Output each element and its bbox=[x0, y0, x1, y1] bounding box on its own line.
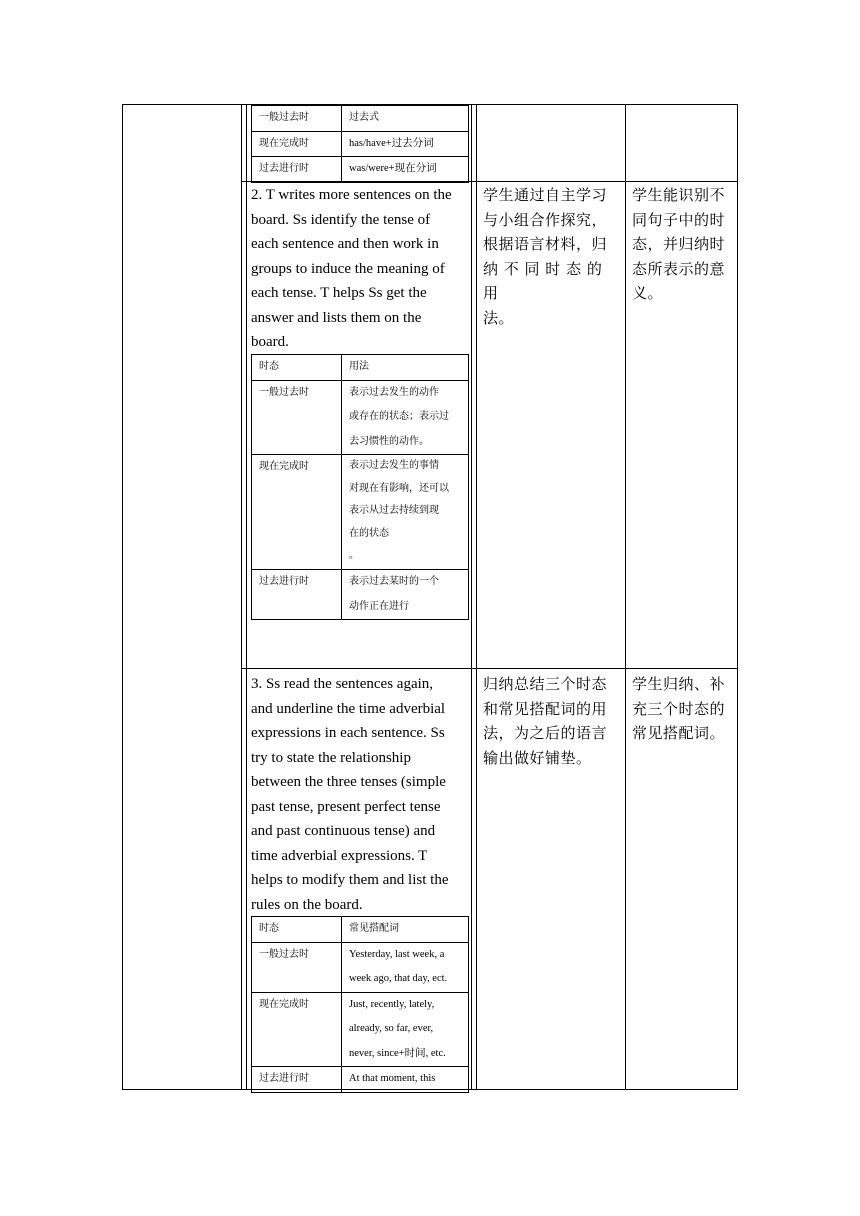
usage-cell bbox=[342, 570, 469, 620]
outcome-3-text bbox=[632, 672, 736, 746]
purpose-line: 法，为之后的语言 bbox=[483, 724, 608, 742]
activity-line: and past continuous tense) and bbox=[251, 823, 436, 839]
form-cell: has/have+过去分词 bbox=[342, 131, 469, 157]
outcome-2-text bbox=[632, 183, 736, 306]
words-cell bbox=[342, 992, 469, 1067]
activity-line: board. bbox=[251, 334, 289, 350]
activity-3-text bbox=[251, 672, 473, 917]
outcome-line: 学生归纳、补 bbox=[632, 675, 726, 693]
header-words: 常见搭配词 bbox=[342, 917, 469, 943]
tense-cell: 现在完成时 bbox=[252, 992, 342, 1067]
usage-line: 在的状态 bbox=[349, 527, 389, 539]
header-tense: 时态 bbox=[252, 917, 342, 943]
tense-cell: 过去进行时 bbox=[252, 157, 342, 183]
column-divider-2b bbox=[476, 104, 477, 1090]
column-divider-3 bbox=[625, 104, 626, 1090]
table-header-row bbox=[252, 917, 469, 943]
activity-line: past tense, present perfect tense bbox=[251, 798, 441, 815]
words-line: Yesterday, last week, a bbox=[349, 948, 445, 960]
outcome-line: 义。 bbox=[632, 284, 664, 302]
usage-line: 动作正在进行 bbox=[349, 600, 409, 612]
purpose-2-text bbox=[483, 183, 623, 330]
words-cell bbox=[342, 942, 469, 992]
activity-2-text bbox=[251, 183, 473, 355]
words-line: never, since+时间, etc. bbox=[349, 1047, 446, 1059]
activity-line: board. Ss identify the tense of bbox=[251, 211, 431, 228]
header-usage: 用法 bbox=[342, 355, 469, 381]
outcome-line: 态，并归纳时 bbox=[632, 235, 726, 253]
activity-line: answer and lists them on the bbox=[251, 309, 422, 326]
column-divider-1a bbox=[241, 104, 242, 1090]
tense-cell: 现在完成时 bbox=[252, 455, 342, 570]
tense-cell: 过去进行时 bbox=[252, 1067, 342, 1093]
usage-line: 表示过去发生的动作 bbox=[349, 386, 439, 398]
table-header-row bbox=[252, 355, 469, 381]
activity-line: 2. T writes more sentences on the bbox=[251, 187, 452, 203]
table-row bbox=[252, 106, 469, 132]
purpose-line: 纳 不 同 时 态 的 用 bbox=[483, 259, 603, 302]
activity-line: rules on the board. bbox=[251, 896, 363, 913]
usage-line: 。 bbox=[349, 550, 359, 561]
table-row bbox=[252, 455, 469, 570]
usage-line: 表示过去某时的一个 bbox=[349, 576, 439, 587]
tense-cell: 一般过去时 bbox=[252, 106, 342, 132]
purpose-line: 和常见搭配词的用 bbox=[483, 699, 608, 718]
column-divider-1b bbox=[246, 104, 247, 1090]
activity-line: groups to induce the meaning of bbox=[251, 260, 445, 277]
activity-line: expressions in each sentence. Ss bbox=[251, 725, 445, 741]
time-adverbial-table bbox=[251, 916, 469, 1093]
tense-usage-table bbox=[251, 354, 469, 620]
usage-cell bbox=[342, 380, 469, 455]
words-line: already, so far, ever, bbox=[349, 1023, 434, 1034]
tense-cell: 一般过去时 bbox=[252, 942, 342, 992]
tense-form-table bbox=[251, 105, 469, 183]
purpose-line: 法。 bbox=[483, 308, 515, 327]
table-row bbox=[252, 942, 469, 992]
purpose-line: 学生通过自主学习 bbox=[483, 186, 608, 204]
words-cell bbox=[342, 1067, 469, 1093]
activity-line: helps to modify them and list the bbox=[251, 872, 449, 888]
outcome-line: 同句子中的时 bbox=[632, 210, 726, 229]
table-row bbox=[252, 1067, 469, 1093]
activity-line: each sentence and then work in bbox=[251, 236, 439, 252]
purpose-line: 归纳总结三个时态 bbox=[483, 675, 608, 693]
usage-line: 对现在有影响，还可以 bbox=[349, 482, 449, 494]
usage-line: 或存在的状态；表示过 bbox=[349, 411, 449, 422]
header-tense: 时态 bbox=[252, 355, 342, 381]
activity-line: time adverbial expressions. T bbox=[251, 847, 428, 864]
tense-cell: 一般过去时 bbox=[252, 380, 342, 455]
usage-cell bbox=[342, 455, 469, 570]
purpose-3-text bbox=[483, 672, 623, 770]
usage-line: 表示从过去持续到现 bbox=[349, 505, 439, 516]
table-row bbox=[252, 570, 469, 620]
tense-cell: 现在完成时 bbox=[252, 131, 342, 157]
purpose-line: 输出做好铺垫。 bbox=[483, 748, 592, 767]
activity-line: and underline the time adverbial bbox=[251, 700, 446, 717]
outcome-line: 学生能识别不 bbox=[632, 186, 726, 204]
table-row bbox=[252, 157, 469, 183]
usage-line: 表示过去发生的事情 bbox=[349, 460, 439, 471]
purpose-line: 与小组合作探究， bbox=[483, 210, 608, 229]
form-cell: was/were+现在分词 bbox=[342, 157, 469, 183]
activity-line: between the three tenses (simple bbox=[251, 774, 446, 790]
table-row bbox=[252, 131, 469, 157]
activity-line: 3. Ss read the sentences again, bbox=[251, 676, 434, 692]
row-divider-2 bbox=[241, 668, 738, 669]
activity-line: try to state the relationship bbox=[251, 749, 411, 766]
activity-line: each tense. T helps Ss get the bbox=[251, 285, 427, 301]
table-row bbox=[252, 380, 469, 455]
words-line: At that moment, this bbox=[349, 1073, 436, 1084]
words-line: week ago, that day, ect. bbox=[349, 973, 448, 984]
usage-line: 去习惯性的动作。 bbox=[349, 435, 429, 447]
tense-cell: 过去进行时 bbox=[252, 570, 342, 620]
table-row bbox=[252, 992, 469, 1067]
outcome-line: 态所表示的意 bbox=[632, 259, 726, 278]
purpose-line: 根据语言材料，归 bbox=[483, 235, 608, 253]
words-line: Just, recently, lately, bbox=[349, 998, 435, 1010]
form-cell: 过去式 bbox=[342, 106, 469, 132]
outcome-line: 常见搭配词。 bbox=[632, 724, 726, 742]
outcome-line: 充三个时态的 bbox=[632, 699, 726, 718]
